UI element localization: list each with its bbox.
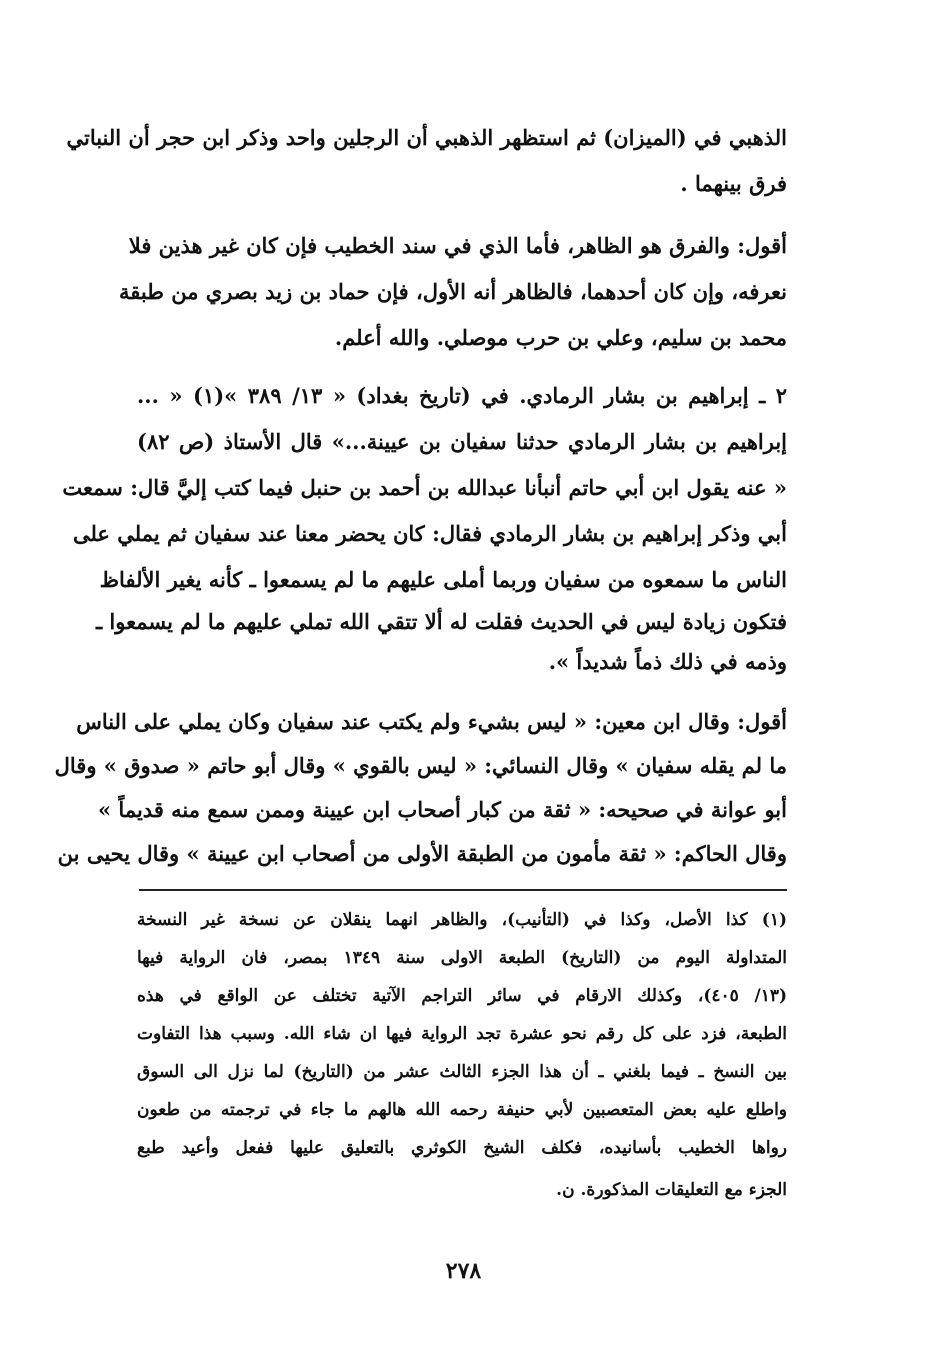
text-line: وذمه في ذلك ذماً شديداً ». [548,649,787,674]
text-line: « عنه يقول ابن أبي حاتم أنبأنا عبدالله بن أحمد بن حنبل فيما كتب إليَّ قال: سمعت [62,475,787,500]
footnote-line: واطلع عليه بعض المتعصبين لأبي حنيفة رحمه الله هالهم ما جاء في ترجمته من طعون [137,1100,787,1120]
text-line: ما لم يقله سفيان » وقال النسائي: « ليس بالقوي » وقال أبو حاتم « صدوق » وقال [54,753,787,778]
text-line: إبراهيم بن بشار الرمادي حدثنا سفيان بن عيينة...» قال الأستاذ (ص ٨٢) [137,429,787,454]
text-line: محمد بن سليم، وعلي بن حرب موصلي. والله أعلم. [334,325,787,350]
text-line: فتكون زيادة ليس في الحديث فقلت له ألا تتقي الله تملي عليهم ما لم يسمعوا ـ [95,609,787,634]
footnote-line: (١٣/ ٤٠٥)، وكذلك الارقام في سائر التراجم الآتية تختلف عن الواقع في هذه [137,986,787,1006]
text-line: أقول: والفرق هو الظاهر، فأما الذي في سند الخطيب فإن كان غير هذين فلا [128,233,787,258]
footnote-line: رواها الخطيب بأسانيده، فكلف الشيخ الكوثري بالتعليق عليها ففعل وأعيد طبع [137,1138,787,1158]
text-line: فرق بينهما . [680,171,787,196]
footnote-line: الجزء مع التعليقات المذكورة. ن. [556,1180,787,1200]
text-line: أقول: وقال ابن معين: « ليس بشيء ولم يكتب عند سفيان وكان يملي على الناس [76,709,787,734]
text-line: ٢ ـ إبراهيم بن بشار الرمادي. في (تاريخ بغداد) « ١٣/ ٣٨٩ »(١) « ... [137,383,788,408]
text-line: وقال الحاكم: « ثقة مأمون من الطبقة الأولى من أصحاب ابن عيينة » وقال يحيى بن [57,841,787,866]
footnote-separator [139,889,787,891]
footnote-line: (١) كذا الأصل، وكذا في (التأنيب)، والظاهر انهما ينقلان عن نسخة غير النسخة [137,910,787,930]
text-line: نعرفه، وإن كان أحدهما، فالظاهر أنه الأول، فإن حماد بن زيد بصري من طبقة [119,279,787,304]
text-line: الناس ما سمعوه من سفيان وربما أملى عليهم ما لم يسمعوا ـ كأنه يغير الألفاظ [99,567,787,592]
footnote-line: بين النسخ ـ فيما بلغني ـ أن هذا الجزء الثالث عشر من (التاريخ) لما نزل الى السوق [137,1062,787,1082]
footnote-line: المتداولة اليوم من (التاريخ) الطبعة الاولى سنة ١٣٤٩ بمصر، فان الرواية فيها [137,948,787,968]
text-line: أبو عوانة في صحيحه: « ثقة من كبار أصحاب ابن عيينة وممن سمع منه قديماً » [97,797,787,822]
text-line: الذهبي في (الميزان) ثم استظهر الذهبي أن الرجلين واحد وذكر ابن حجر أن النباتي [66,125,787,150]
footnote-line: الطبعة، فزد على كل رقم نحو عشرة تجد الرواية فيها ان شاء الله. وسبب هذا التفاوت [137,1024,787,1044]
text-line: أبي وذكر إبراهيم بن بشار الرمادي فقال: كان يحضر معنا عند سفيان ثم يملي على [72,521,787,546]
page-number: ٢٧٨ [445,1258,482,1284]
